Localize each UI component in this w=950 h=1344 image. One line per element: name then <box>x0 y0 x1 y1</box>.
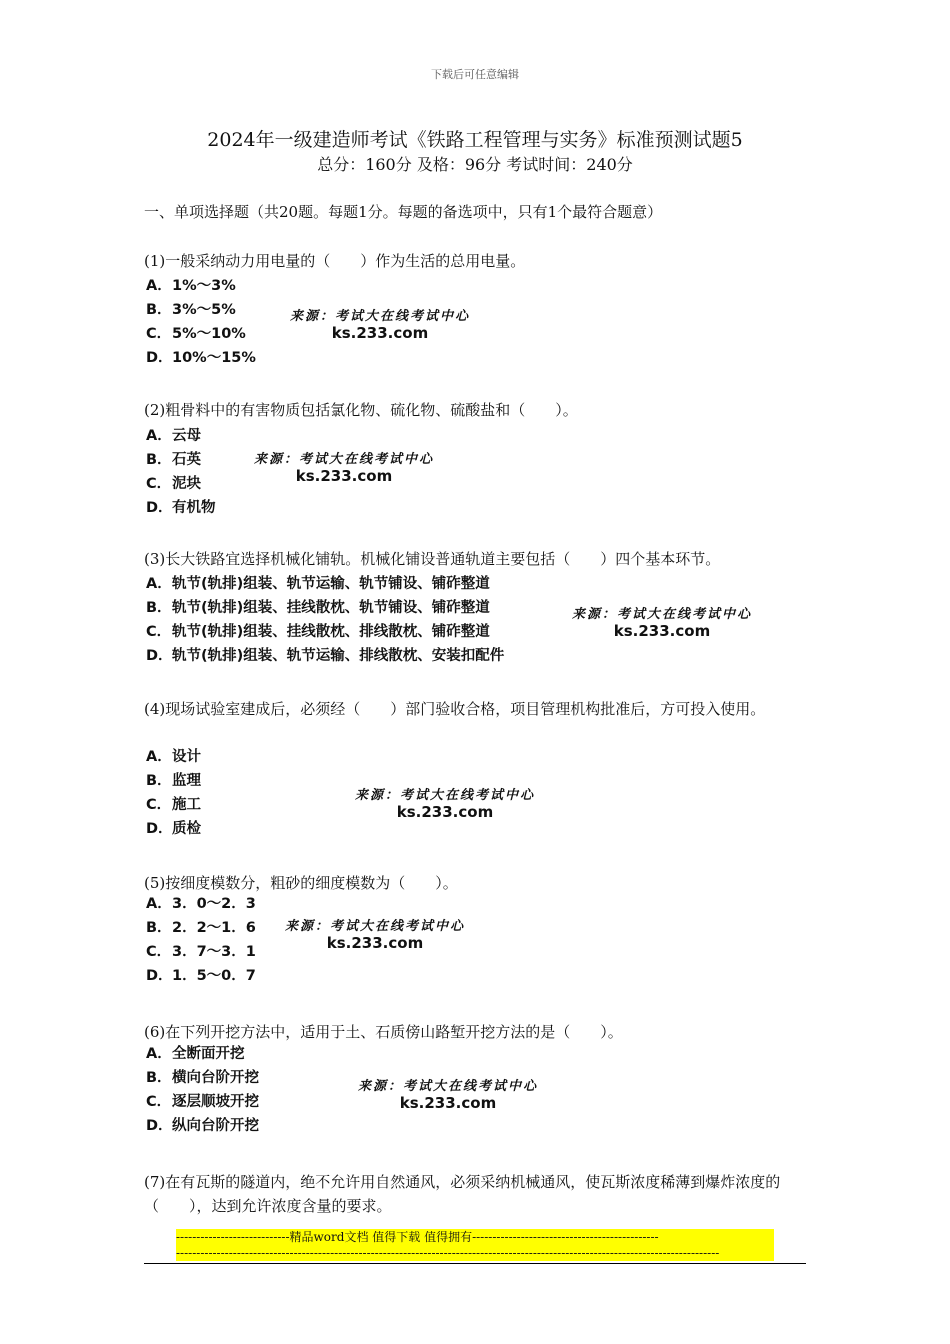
footer-banner: ----------------------------精品word文档 值得下载 值得拥有---------------------------------------------- <box>176 1229 774 1245</box>
option: D．10%～15% <box>146 350 256 366</box>
question-stem: (3)长大铁路宜选择机械化铺轨。机械化铺设普通轨道主要包括（ ）四个基本环节。 <box>144 550 721 568</box>
option: C．3．7～3．1 <box>146 944 256 960</box>
source-watermark: 来源：考试大在线考试中心 ks.233.com <box>284 919 465 952</box>
source-watermark: 来源：考试大在线考试中心 ks.233.com <box>357 1079 538 1112</box>
option: A．1%～3% <box>146 278 236 294</box>
options-list <box>146 1042 259 1138</box>
option: C．泥块 <box>146 476 201 492</box>
question-stem: (5)按细度模数分，粗砂的细度模数为（ ）。 <box>144 874 458 892</box>
source-watermark: 来源：考试大在线考试中心 ks.233.com <box>289 309 470 342</box>
options-list <box>146 572 504 668</box>
option: B．监理 <box>146 773 201 789</box>
option: D．轨节(轨排)组装、轨节运输、排线散枕、安装扣配件 <box>146 648 505 664</box>
option: A．全断面开挖 <box>146 1046 245 1062</box>
question-stem: (1)一般采纳动力用电量的（ ）作为生活的总用电量。 <box>144 252 526 270</box>
option: B．轨节(轨排)组装、挂线散枕、轨节铺设、铺砟整道 <box>146 600 490 616</box>
option: B．横向台阶开挖 <box>146 1070 259 1086</box>
option: A．设计 <box>146 749 201 765</box>
options-list <box>146 892 256 988</box>
option: C．轨节(轨排)组装、挂线散枕、排线散枕、铺砟整道 <box>146 624 490 640</box>
footer-rule <box>144 1263 806 1264</box>
option: D．纵向台阶开挖 <box>146 1118 259 1134</box>
question-stem: (4)现场试验室建成后，必须经（ ）部门验收合格，项目管理机构批准后，方可投入使用。 <box>144 700 766 718</box>
option: D．质检 <box>146 821 201 837</box>
option: A．3．0～2．3 <box>146 896 256 912</box>
source-watermark: 来源：考试大在线考试中心 ks.233.com <box>354 788 535 821</box>
options-list <box>146 745 201 841</box>
option: A．云母 <box>146 428 201 444</box>
exam-info: 总分：160分 及格：96分 考试时间：240分 <box>317 155 633 174</box>
document-title: 2024年一级建造师考试《铁路工程管理与实务》标准预测试题5 <box>207 129 743 151</box>
question-stem: (2)粗骨料中的有害物质包括氯化物、硫化物、硫酸盐和（ ）。 <box>144 401 578 419</box>
option: D．1．5～0．7 <box>146 968 256 984</box>
option: C．逐层顺坡开挖 <box>146 1094 259 1110</box>
source-watermark: 来源：考试大在线考试中心 ks.233.com <box>253 452 434 485</box>
option: C．5%～10% <box>146 326 246 342</box>
option: B．石英 <box>146 452 201 468</box>
source-watermark: 来源：考试大在线考试中心 ks.233.com <box>571 607 752 640</box>
question-stem: (6)在下列开挖方法中，适用于土、石质傍山路堑开挖方法的是（ ）。 <box>144 1023 623 1041</box>
header-note: 下载后可任意编辑 <box>431 68 519 81</box>
option: B．2．2～1．6 <box>146 920 256 936</box>
question-stem: (7)在有瓦斯的隧道内，绝不允许用自然通风，必须采纳机械通风，使瓦斯浓度稀薄到爆炸浓度的（ ），达到允许浓度含量的要求。 <box>144 1173 781 1215</box>
option: A．轨节(轨排)组装、轨节运输、轨节铺设、铺砟整道 <box>146 576 490 592</box>
footer-banner-dashes: -------------------------------------------------------------------------------------------------------------------------------------- <box>176 1245 774 1261</box>
option: D．有机物 <box>146 500 216 516</box>
options-list <box>146 274 256 370</box>
options-list <box>146 424 216 520</box>
option: C．施工 <box>146 797 201 813</box>
option: B．3%～5% <box>146 302 236 318</box>
section-heading: 一、单项选择题（共20题。每题1分。每题的备选项中，只有1个最符合题意） <box>144 203 663 221</box>
